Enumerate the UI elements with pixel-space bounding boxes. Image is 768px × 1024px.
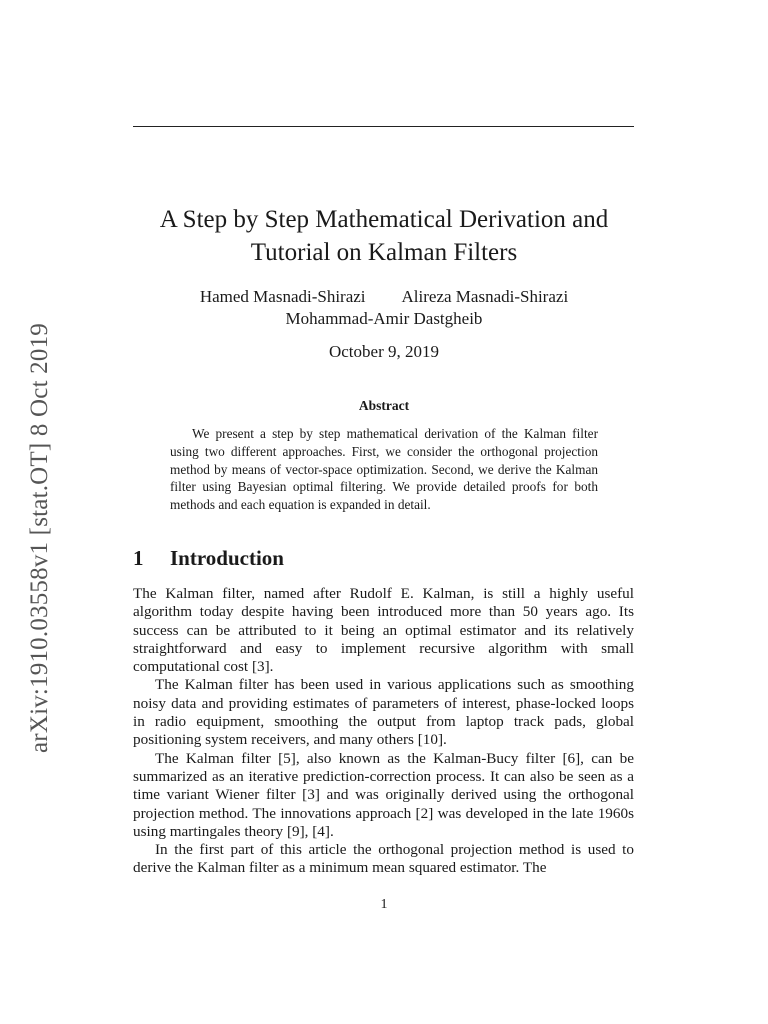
section-title: Introduction xyxy=(170,546,284,570)
abstract-heading: Abstract xyxy=(358,398,410,413)
abstract-text: We present a step by step mathematical derivation of the Kalman filter using two different approaches. First, we consider the orthogonal projection method by means of vector-space optimization. Second, we derive the Kalman filter using Bayesian optimal filtering. We provide detailed proofs for both methods and each equation is expanded in detail. xyxy=(170,426,598,513)
paragraph: The Kalman filter [5], also known as the Kalman-Bucy filter [6], can be summarized as an iterative prediction-correction process. It can also be seen as a time variant Wiener filter [3] and was originally derived using the orthogonal projection method. The innovations approach [2] was developed in the late 1960s using martingales theory [9], [4]. xyxy=(133,749,634,840)
page-number: 1 xyxy=(380,897,388,912)
author-list xyxy=(120,286,648,330)
arxiv-identifier-stamp: arXiv:1910.03558v1 [stat.OT] 8 Oct 2019 xyxy=(26,323,53,753)
author-name: Mohammad-Amir Dastgheib xyxy=(285,309,483,328)
author-name: Alireza Masnadi-Shirazi xyxy=(401,287,569,306)
author-row-2 xyxy=(120,308,648,330)
paragraph: The Kalman filter, named after Rudolf E. Kalman, is still a highly useful algorithm today despite having been introduced more than 50 years ago. Its success can be attributed to it being an optimal estimator and its relatively straightforward and easy to implement recursive algorithm with small computational cost [3]. xyxy=(133,585,634,676)
section-number: 1 xyxy=(133,546,144,570)
title-line-2: Tutorial on Kalman Filters xyxy=(250,239,518,266)
body-text xyxy=(133,585,634,878)
author-row-1 xyxy=(120,286,648,308)
section-heading xyxy=(133,546,284,571)
title-line-1: A Step by Step Mathematical Derivation and xyxy=(159,206,609,233)
paragraph: The Kalman filter has been used in various applications such as smoothing noisy data and providing estimates of parameters of interest, phase-locked loops in radio equipment, smoothing the output from laptop track pads, global positioning system receivers, and many others [10]. xyxy=(133,676,634,749)
publication-date: October 9, 2019 xyxy=(328,342,439,361)
paragraph: In the first part of this article the orthogonal projection method is used to derive the Kalman filter as a minimum mean squared estimator. The xyxy=(133,841,634,877)
paper-title xyxy=(120,203,648,269)
author-name: Hamed Masnadi-Shirazi xyxy=(199,287,366,306)
header-rule xyxy=(133,126,634,127)
